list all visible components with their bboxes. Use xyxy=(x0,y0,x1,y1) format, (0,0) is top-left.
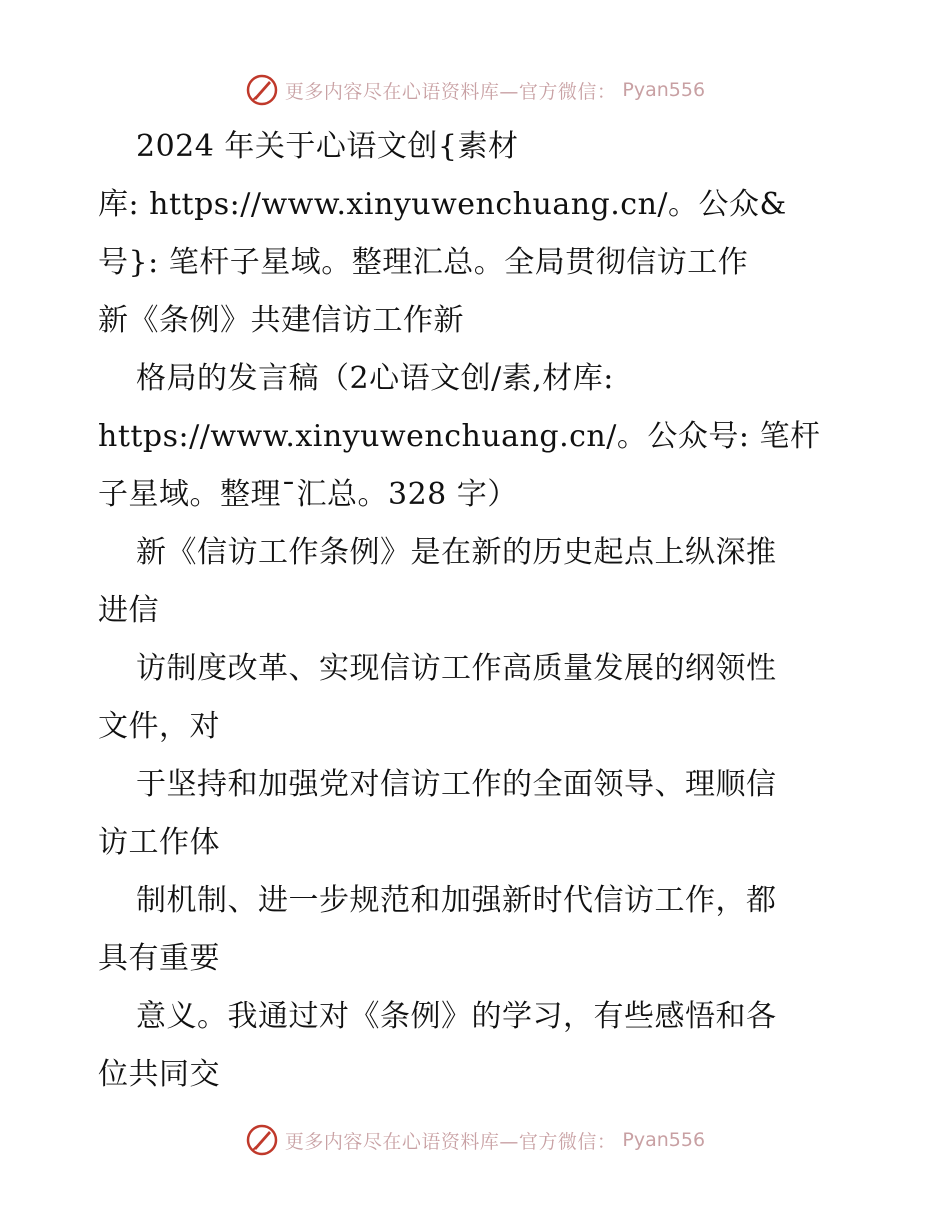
text-line: 位共同交 xyxy=(98,1057,220,1092)
text-line: 制机制、进一步规范和加强新时代信访工作，都 xyxy=(136,883,777,918)
banner-label: 更多内容尽在心语资料库—官方微信： xyxy=(284,1130,617,1153)
banner-wechat-id: Pyan556 xyxy=(622,79,706,101)
text-line: 新《条例》共建信访工作新 xyxy=(98,303,464,338)
text-line: 于坚持和加强党对信访工作的全面领导、理顺信 xyxy=(136,767,777,802)
quill-logo-icon xyxy=(245,73,279,107)
text-line: 进信 xyxy=(98,593,159,628)
text-line: 访制度改革、实现信访工作高质量发展的纲领性 xyxy=(136,651,777,686)
text-line: 具有重要 xyxy=(98,941,220,976)
document-body xyxy=(98,118,858,1104)
banner-wechat-id: Pyan556 xyxy=(622,1129,706,1151)
text-line: 意义。我通过对《条例》的学习，有些感悟和各 xyxy=(136,999,777,1034)
text-line: 新《信访工作条例》是在新的历史起点上纵深推 xyxy=(136,535,777,570)
quill-logo-icon xyxy=(245,1123,279,1157)
banner-label: 更多内容尽在心语资料库—官方微信： xyxy=(284,80,617,103)
text-line: https://www.xinyuwenchuang.cn/。公众号: 笔杆 xyxy=(98,419,821,454)
text-line: 2024 年关于心语文创{素材 xyxy=(136,129,519,164)
text-line: 库: https://www.xinyuwenchuang.cn/。公众& xyxy=(98,187,787,222)
header-watermark-banner xyxy=(0,70,950,110)
text-line: 格局的发言稿（2心语文创/素,材库: xyxy=(136,361,614,396)
text-line: 访工作体 xyxy=(98,825,220,860)
text-line: 号}: 笔杆子星域。整理汇总。全局贯彻信访工作 xyxy=(98,245,749,280)
footer-watermark-banner xyxy=(0,1120,950,1160)
text-line: 子星域。整理¯汇总。328 字） xyxy=(98,477,518,512)
text-line: 文件，对 xyxy=(98,709,220,744)
